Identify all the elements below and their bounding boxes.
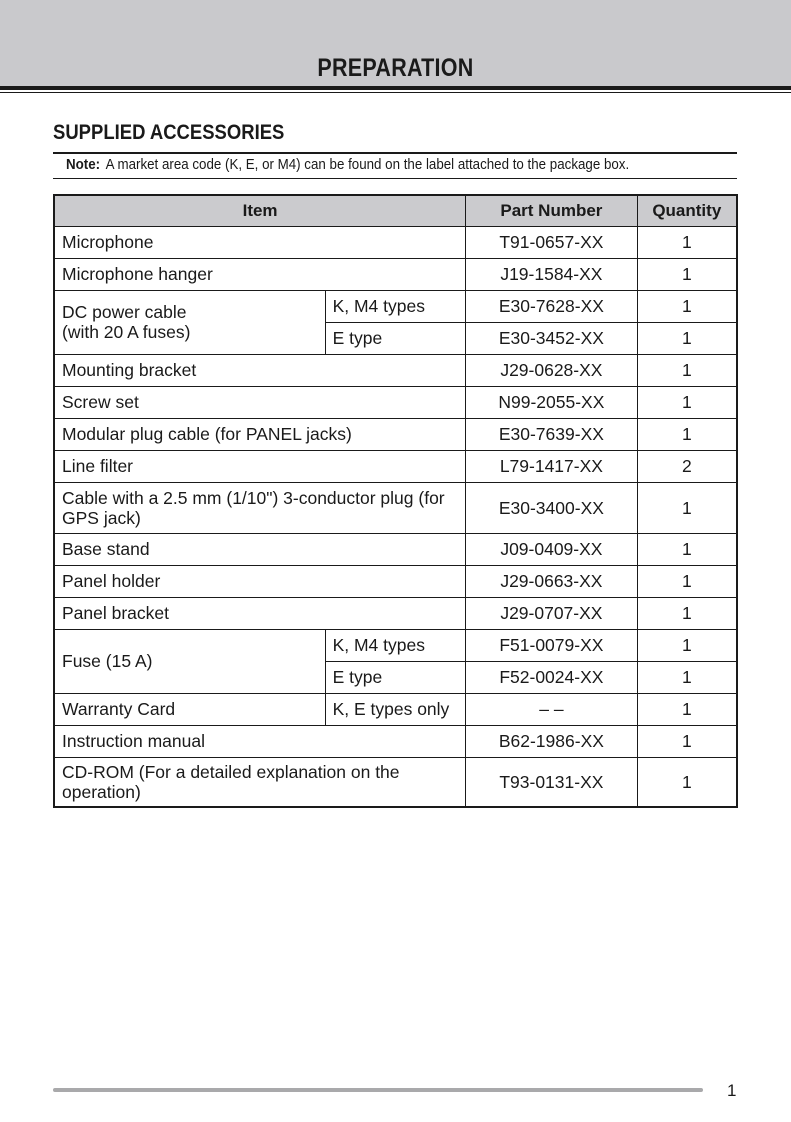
page-number: 1 bbox=[727, 1081, 737, 1100]
part-number: N99-2055-XX bbox=[466, 386, 637, 418]
accessories-table bbox=[53, 194, 738, 808]
item-name: Line filter bbox=[54, 450, 466, 482]
table-row bbox=[54, 290, 737, 322]
part-number: J29-0707-XX bbox=[466, 597, 637, 629]
table-row bbox=[54, 482, 737, 533]
part-number: J19-1584-XX bbox=[466, 258, 637, 290]
note-rule-top bbox=[53, 152, 737, 154]
quantity: 1 bbox=[637, 258, 737, 290]
quantity: 1 bbox=[637, 354, 737, 386]
quantity: 1 bbox=[637, 533, 737, 565]
item-name: Screw set bbox=[54, 386, 466, 418]
part-number: L79-1417-XX bbox=[466, 450, 637, 482]
item-name: Fuse (15 A) bbox=[54, 629, 325, 693]
section-title: SUPPLIED ACCESSORIES bbox=[53, 121, 285, 144]
quantity: 1 bbox=[637, 597, 737, 629]
quantity: 1 bbox=[637, 386, 737, 418]
item-name: Modular plug cable (for PANEL jacks) bbox=[54, 418, 466, 450]
header-item: Item bbox=[54, 195, 466, 226]
table-row bbox=[54, 757, 737, 807]
table-row bbox=[54, 418, 737, 450]
quantity: 1 bbox=[637, 757, 737, 807]
table-row bbox=[54, 629, 737, 661]
item-name: Mounting bracket bbox=[54, 354, 466, 386]
quantity: 1 bbox=[637, 725, 737, 757]
item-type: E type bbox=[325, 322, 466, 354]
part-number: F52-0024-XX bbox=[466, 661, 637, 693]
table-header-row bbox=[54, 195, 737, 226]
note-text: A market area code (K, E, or M4) can be found on the label attached to the package box. bbox=[105, 157, 630, 173]
part-number: J29-0663-XX bbox=[466, 565, 637, 597]
part-number: J29-0628-XX bbox=[466, 354, 637, 386]
table-row bbox=[54, 226, 737, 258]
header-rule-thin bbox=[0, 92, 791, 93]
part-number: E30-7628-XX bbox=[466, 290, 637, 322]
item-name: Microphone bbox=[54, 226, 466, 258]
quantity: 1 bbox=[637, 661, 737, 693]
table-row bbox=[54, 533, 737, 565]
item-name: Panel holder bbox=[54, 565, 466, 597]
quantity: 1 bbox=[637, 482, 737, 533]
quantity: 1 bbox=[637, 322, 737, 354]
part-number: E30-3452-XX bbox=[466, 322, 637, 354]
part-number: E30-3400-XX bbox=[466, 482, 637, 533]
item-name: Warranty Card bbox=[54, 693, 325, 725]
quantity: 1 bbox=[637, 693, 737, 725]
header-part-number: Part Number bbox=[466, 195, 637, 226]
page-title: PREPARATION bbox=[317, 54, 474, 82]
quantity: 1 bbox=[637, 290, 737, 322]
quantity: 1 bbox=[637, 418, 737, 450]
header-quantity: Quantity bbox=[637, 195, 737, 226]
table-row bbox=[54, 693, 737, 725]
table-row bbox=[54, 258, 737, 290]
part-number: J09-0409-XX bbox=[466, 533, 637, 565]
quantity: 1 bbox=[637, 565, 737, 597]
item-name: Base stand bbox=[54, 533, 466, 565]
note-label: Note: bbox=[66, 157, 101, 173]
item-name: Instruction manual bbox=[54, 725, 466, 757]
item-type: K, E types only bbox=[325, 693, 466, 725]
item-type: K, M4 types bbox=[325, 629, 466, 661]
part-number: B62-1986-XX bbox=[466, 725, 637, 757]
table-row bbox=[54, 386, 737, 418]
part-number: F51-0079-XX bbox=[466, 629, 637, 661]
part-number: E30-7639-XX bbox=[466, 418, 637, 450]
item-type: K, M4 types bbox=[325, 290, 466, 322]
part-number: – – bbox=[466, 693, 637, 725]
quantity: 1 bbox=[637, 629, 737, 661]
part-number: T93-0131-XX bbox=[466, 757, 637, 807]
header-rule-thick bbox=[0, 86, 791, 90]
note bbox=[66, 157, 629, 173]
quantity: 1 bbox=[637, 226, 737, 258]
item-name: Panel bracket bbox=[54, 597, 466, 629]
note-rule-bottom bbox=[53, 178, 737, 179]
item-type: E type bbox=[325, 661, 466, 693]
part-number: T91-0657-XX bbox=[466, 226, 637, 258]
item-name: Microphone hanger bbox=[54, 258, 466, 290]
footer-rule bbox=[53, 1088, 703, 1092]
table-row bbox=[54, 597, 737, 629]
item-name: Cable with a 2.5 mm (1/10") 3-conductor plug (for GPS jack) bbox=[54, 482, 466, 533]
item-name: CD-ROM (For a detailed explanation on the operation) bbox=[54, 757, 466, 807]
table-row bbox=[54, 725, 737, 757]
item-name: DC power cable (with 20 A fuses) bbox=[54, 290, 325, 354]
table-row bbox=[54, 450, 737, 482]
quantity: 2 bbox=[637, 450, 737, 482]
table-row bbox=[54, 354, 737, 386]
table-row bbox=[54, 565, 737, 597]
